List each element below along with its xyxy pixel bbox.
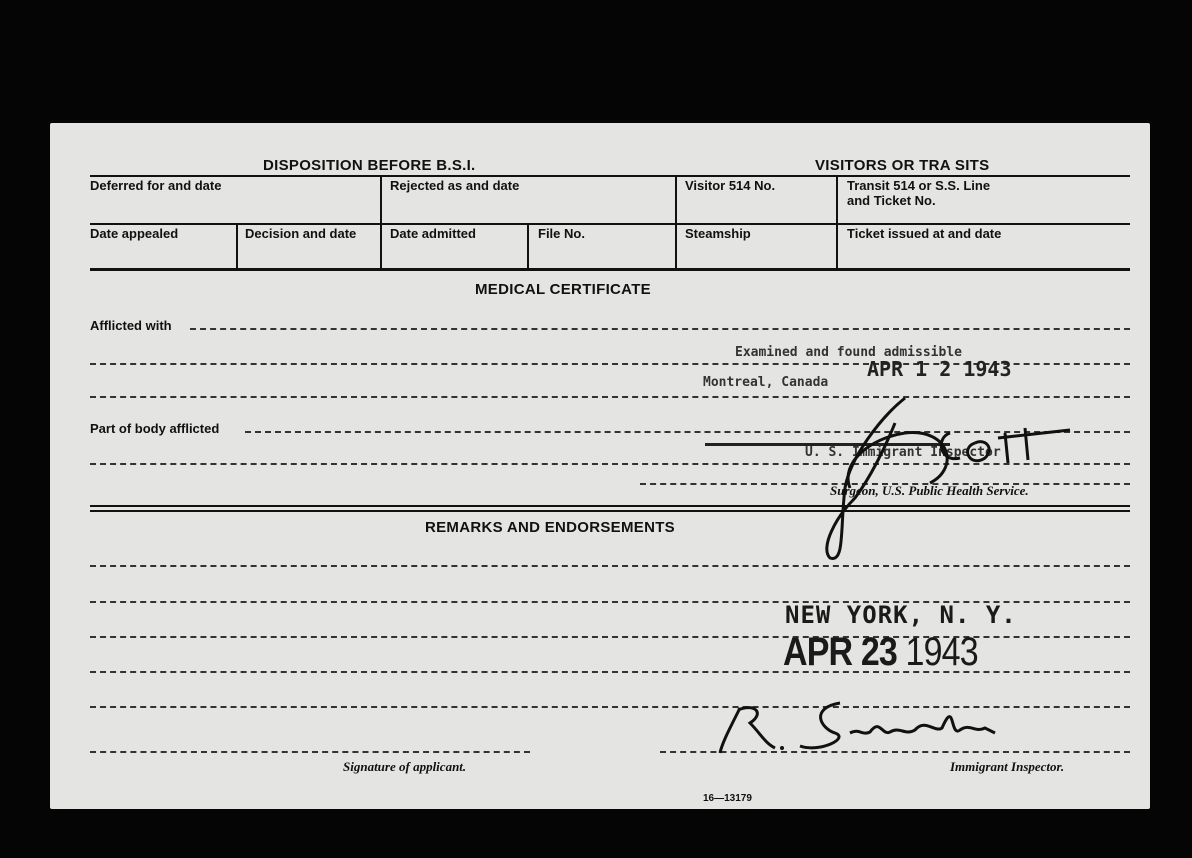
- visitor-514-label: Visitor 514 No.: [685, 178, 776, 193]
- afflicted-with-label: Afflicted with: [90, 318, 172, 333]
- grid-rule-middle: [90, 223, 1130, 225]
- grid-vline-3: [836, 175, 838, 268]
- surgeon-label: Surgeon, U.S. Public Health Service.: [830, 483, 1029, 498]
- remarks-header: REMARKS AND ENDORSEMENTS: [425, 519, 675, 536]
- grid-rule-bottom: [90, 268, 1130, 271]
- grid-rule-top-right: [675, 175, 1130, 177]
- part-of-body-label: Part of body afflicted: [90, 421, 220, 436]
- date-appealed-label: Date appealed: [90, 226, 179, 241]
- montreal-stamp-officer: U. S. Immigrant Inspector: [805, 445, 1001, 460]
- grid-vline-1: [380, 175, 382, 268]
- immigration-card: [50, 123, 1150, 809]
- decision-label: Decision and date: [245, 226, 357, 241]
- visitors-header: VISITORS OR TRA SITS: [815, 157, 990, 174]
- grid-vline-5: [527, 223, 529, 268]
- file-no-label: File No.: [538, 226, 585, 241]
- immigrant-inspector-label: Immigrant Inspector.: [950, 759, 1065, 774]
- grid-rule-top-left: [90, 175, 680, 177]
- transit-514-label: Transit 514 or S.S. Line and Ticket No.: [847, 178, 991, 208]
- rejected-label: Rejected as and date: [390, 178, 520, 193]
- ticket-issued-label: Ticket issued at and date: [847, 226, 1002, 241]
- signature-of-applicant-label: Signature of applicant.: [343, 759, 467, 774]
- newyork-signature: [710, 688, 1040, 768]
- applicant-signature-line: [90, 751, 530, 753]
- steamship-label: Steamship: [685, 226, 751, 241]
- grid-vline-4: [236, 223, 238, 268]
- montreal-stamp-date: APR 1 2 1943: [867, 357, 1012, 381]
- montreal-signature: [810, 378, 1110, 568]
- date-admitted-label: Date admitted: [390, 226, 476, 241]
- grid-vline-2: [675, 175, 677, 268]
- medical-certificate-header: MEDICAL CERTIFICATE: [475, 281, 651, 298]
- newyork-stamp-date: APR 23 1943: [783, 630, 978, 674]
- deferred-label: Deferred for and date: [90, 178, 222, 193]
- afflicted-line-1: [190, 328, 1130, 330]
- newyork-stamp-city: NEW YORK, N. Y.: [785, 601, 1017, 629]
- montreal-stamp-line1: Examined and found admissible: [735, 345, 962, 360]
- montreal-stamp-place: Montreal, Canada: [703, 375, 829, 390]
- form-number: 16—13179: [703, 793, 752, 804]
- disposition-header: DISPOSITION BEFORE B.S.I.: [263, 157, 476, 174]
